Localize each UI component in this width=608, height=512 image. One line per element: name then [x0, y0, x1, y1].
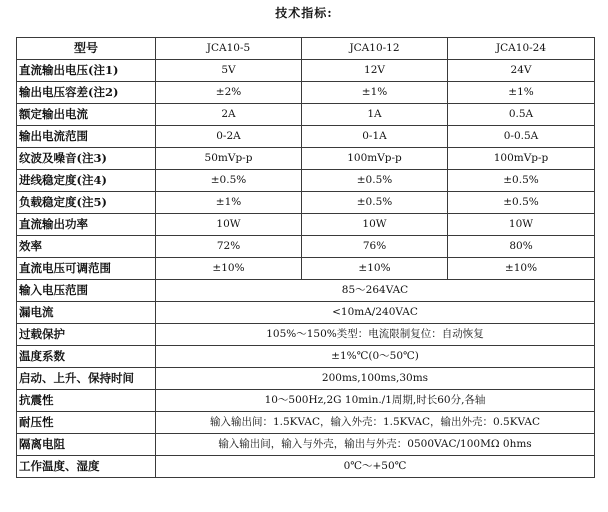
row-label: 直流电压可调范围 [17, 258, 156, 280]
table-row [17, 390, 595, 412]
row-label: 温度系数 [17, 346, 156, 368]
table-row [17, 280, 595, 302]
cell-value: <10mA/240VAC [156, 302, 595, 324]
cell-value: 24V [448, 60, 595, 82]
table-row [17, 126, 595, 148]
table-row [17, 324, 595, 346]
row-label: 纹波及噪音(注3) [17, 148, 156, 170]
row-label: 进线稳定度(注4) [17, 170, 156, 192]
cell-value: ±1% [302, 82, 448, 104]
cell-value: 输入输出间，输入与外壳，输出与外壳：0500VAC/100MΩ 0hms [156, 434, 595, 456]
table-row [17, 434, 595, 456]
cell-value: 0-0.5A [448, 126, 595, 148]
cell-value: 10W [302, 214, 448, 236]
table-row [17, 302, 595, 324]
cell-value: 0-2A [156, 126, 302, 148]
cell-value: ±10% [156, 258, 302, 280]
row-label: 启动、上升、保持时间 [17, 368, 156, 390]
row-label: 效率 [17, 236, 156, 258]
row-label: 耐压性 [17, 412, 156, 434]
cell-value: 72% [156, 236, 302, 258]
cell-value: 105%～150%类型：电流限制复位：自动恢复 [156, 324, 595, 346]
table-row [17, 368, 595, 390]
cell-value: ±10% [448, 258, 595, 280]
table-row [17, 170, 595, 192]
table-header-row [17, 38, 595, 60]
cell-value: ±10% [302, 258, 448, 280]
table-row [17, 236, 595, 258]
row-label: 输出电压容差(注2) [17, 82, 156, 104]
row-label: 额定输出电流 [17, 104, 156, 126]
page-title: 技术指标: [275, 6, 333, 20]
cell-value: 5V [156, 60, 302, 82]
table-row [17, 346, 595, 368]
header-model-label: 型号 [17, 38, 156, 60]
cell-value: ±2% [156, 82, 302, 104]
cell-value: ±1%℃(0～50℃) [156, 346, 595, 368]
cell-value: 0.5A [448, 104, 595, 126]
cell-value: ±0.5% [156, 170, 302, 192]
cell-value: 76% [302, 236, 448, 258]
cell-value: 10W [156, 214, 302, 236]
table-row [17, 258, 595, 280]
cell-value: 50mVp-p [156, 148, 302, 170]
header-model-2: JCA10-12 [302, 38, 448, 60]
table-row [17, 104, 595, 126]
cell-value: 100mVp-p [302, 148, 448, 170]
table-row [17, 456, 595, 478]
table-row [17, 148, 595, 170]
cell-value: 0-1A [302, 126, 448, 148]
cell-value: 200ms,100ms,30ms [156, 368, 595, 390]
row-label: 过载保护 [17, 324, 156, 346]
cell-value: ±0.5% [302, 192, 448, 214]
row-label: 输出电流范围 [17, 126, 156, 148]
row-label: 输入电压范围 [17, 280, 156, 302]
header-model-3: JCA10-24 [448, 38, 595, 60]
cell-value: ±0.5% [302, 170, 448, 192]
table-row [17, 412, 595, 434]
cell-value: 100mVp-p [448, 148, 595, 170]
row-label: 漏电流 [17, 302, 156, 324]
row-label: 隔离电阻 [17, 434, 156, 456]
cell-value: 输入输出间：1.5KVAC，输入外壳：1.5KVAC，输出外壳：0.5KVAC [156, 412, 595, 434]
cell-value: 10～500Hz,2G 10min./1周期,时长60分,各轴 [156, 390, 595, 412]
table-row [17, 192, 595, 214]
cell-value: ±0.5% [448, 170, 595, 192]
cell-value: ±1% [448, 82, 595, 104]
cell-value: 0℃～+50℃ [156, 456, 595, 478]
row-label: 直流输出电压(注1) [17, 60, 156, 82]
table-row [17, 82, 595, 104]
row-label: 工作温度、湿度 [17, 456, 156, 478]
cell-value: 12V [302, 60, 448, 82]
spec-table [16, 37, 595, 478]
table-row [17, 214, 595, 236]
cell-value: 1A [302, 104, 448, 126]
cell-value: ±1% [156, 192, 302, 214]
table-row [17, 60, 595, 82]
cell-value: 85～264VAC [156, 280, 595, 302]
cell-value: 2A [156, 104, 302, 126]
cell-value: 10W [448, 214, 595, 236]
row-label: 负载稳定度(注5) [17, 192, 156, 214]
row-label: 抗震性 [17, 390, 156, 412]
cell-value: ±0.5% [448, 192, 595, 214]
row-label: 直流输出功率 [17, 214, 156, 236]
cell-value: 80% [448, 236, 595, 258]
header-model-1: JCA10-5 [156, 38, 302, 60]
